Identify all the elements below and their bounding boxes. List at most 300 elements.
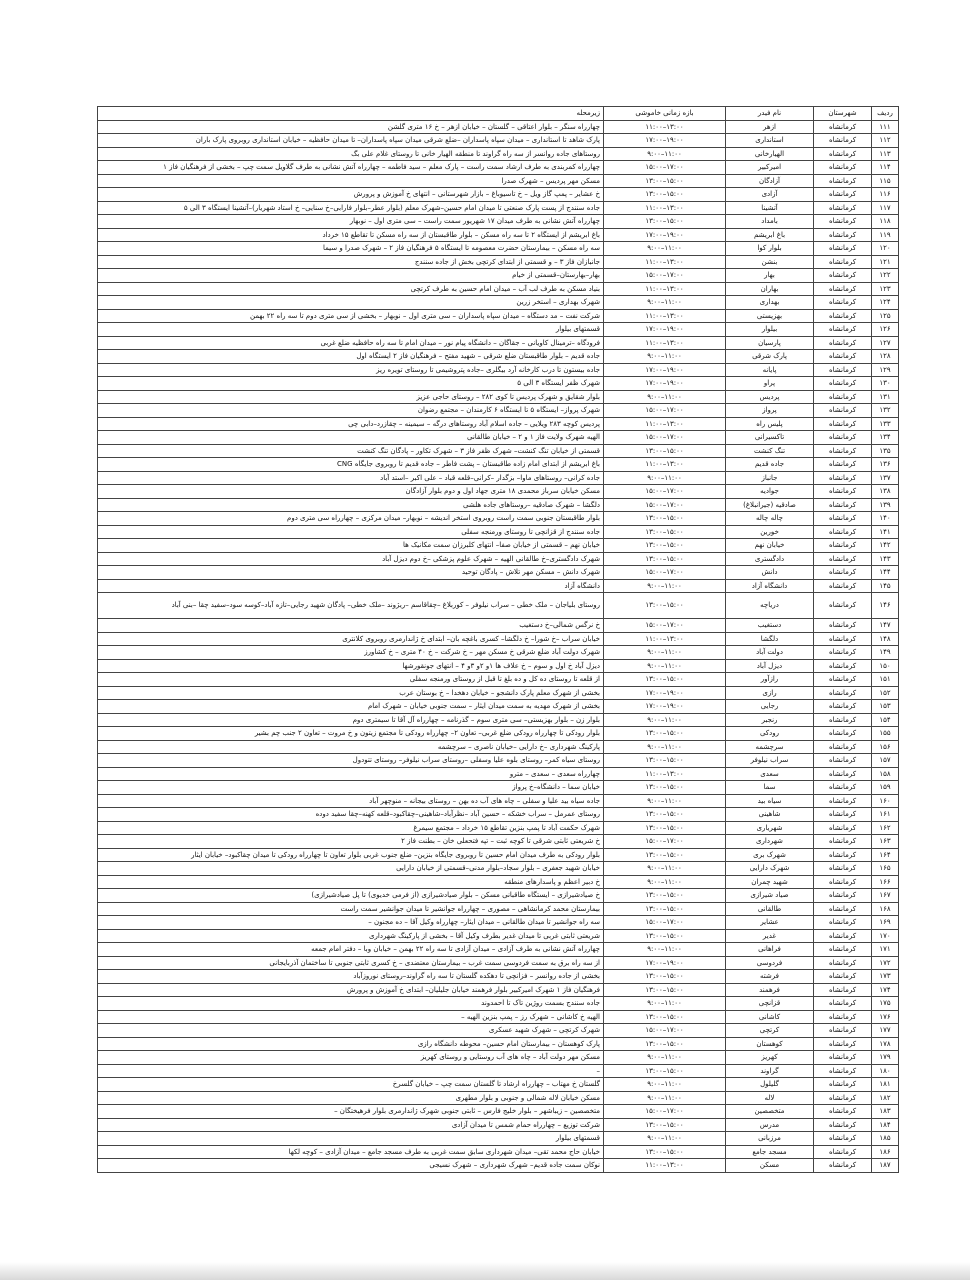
city-cell: کرمانشاه [814,417,872,431]
city-cell: کرمانشاه [814,1132,872,1146]
row-number-cell: ۱۵۱ [872,673,899,687]
outage-time-cell: ۱۳:۰۰–۱۵:۰۰ [604,808,726,822]
table-header-row [98,107,899,121]
feeder-name-cell: آزادی [726,188,814,202]
area-cell: متخصصین – زیباشهر – بلوار خلیج فارس – ثابتی جنوبی شهرک ژاندارمری بلوار فرهیختگان – [98,1105,604,1119]
row-number-cell: ۱۵۲ [872,686,899,700]
feeder-name-cell: کرتچی [726,1024,814,1038]
city-cell: کرمانشاه [814,552,872,566]
row-number-cell: ۱۱۳ [872,147,899,161]
outage-time-cell: ۱۳:۰۰–۱۵:۰۰ [604,215,726,229]
outage-time-cell: ۹:۰۰–۱۱:۰۰ [604,862,726,876]
area-cell: مسکن خیابان لاله شمالی و جنوبی و بلوار مطهری [98,1091,604,1105]
city-cell: کرمانشاه [814,161,872,175]
city-cell: کرمانشاه [814,390,872,404]
feeder-name-cell: پارسیان [726,336,814,350]
table-row [98,336,899,350]
area-cell: چهارراه کمربندی به طرف ارشاد سمت راست – پارک معلم – سید فاطمه – چهارراه آتش نشانی به طرف گلاویل سمت چپ – بخشی از فرهنگیان فاز ۱ [98,161,604,175]
table-row [98,956,899,970]
table-row [98,242,899,256]
feeder-name-cell: مسکن [726,1159,814,1173]
row-number-cell: ۱۸۳ [872,1105,899,1119]
city-cell: کرمانشاه [814,659,872,673]
row-number-cell: ۱۷۷ [872,1024,899,1038]
table-row [98,282,899,296]
city-cell: کرمانشاه [814,309,872,323]
city-cell: کرمانشاه [814,875,872,889]
area-cell: سه راه مسکن – بیمارستان حضرت معصومه تا ایستگاه ۵ فرهنگیان فاز ۲ – شهرک صدرا و سیما [98,242,604,256]
row-number-cell: ۱۳۹ [872,498,899,512]
outage-time-cell: ۹:۰۰–۱۱:۰۰ [604,1132,726,1146]
city-cell: کرمانشاه [814,956,872,970]
city-cell: کرمانشاه [814,336,872,350]
feeder-name-cell: فرهمند [726,983,814,997]
city-cell: کرمانشاه [814,1159,872,1173]
city-cell: کرمانشاه [814,377,872,391]
outage-time-cell: ۱۳:۰۰–۱۵:۰۰ [604,1010,726,1024]
feeder-name-cell: شهریاری [726,821,814,835]
feeder-name-cell: کهریز [726,1051,814,1065]
city-cell: کرمانشاه [814,444,872,458]
table-row [98,174,899,188]
outage-time-cell: ۱۳:۰۰–۱۵:۰۰ [604,970,726,984]
area-cell: باغ ابریشم از ابتدای امام زاده طاقبستان – پشت فاطر – جاده قدیم تا روبروی جایگاه CNG [98,458,604,472]
outage-time-cell: ۱۳:۰۰–۱۵:۰۰ [604,512,726,526]
outage-time-cell: ۱۵:۰۰–۱۷:۰۰ [604,619,726,633]
table-row [98,444,899,458]
city-cell: کرمانشاه [814,916,872,930]
area-cell: قسمتی از خیابان تنگ کنشت– شهرک ظفر فاز ۳ – شهرک تکاور – پادگان تنگ کنشت [98,444,604,458]
feeder-name-cell: آزادگان [726,174,814,188]
table-row [98,983,899,997]
feeder-name-cell: فردوسی [726,956,814,970]
area-cell: شهرک دادگستری–خ طالقانی الهیه – شهرک علوم پزشکی –خ دوم دیزل آباد [98,552,604,566]
city-cell: کرمانشاه [814,323,872,337]
row-number-cell: ۱۱۹ [872,228,899,242]
row-number-cell: ۱۵۰ [872,659,899,673]
feeder-name-cell: پارک شرقی [726,350,814,364]
area-cell: نوکان سمت جاده قدیم– شهرک شهرداری – شهرک نسیجی [98,1159,604,1173]
outage-time-cell: ۱۱:۰۰–۱۳:۰۰ [604,309,726,323]
feeder-name-cell: دستغیب [726,619,814,633]
row-number-cell: ۱۳۷ [872,471,899,485]
outage-time-cell: ۹:۰۰–۱۱:۰۰ [604,471,726,485]
row-number-cell: ۱۲۴ [872,296,899,310]
city-cell: کرمانشاه [814,1051,872,1065]
outage-time-cell: ۱۵:۰۰–۱۷:۰۰ [604,485,726,499]
feeder-name-cell: متخصصین [726,1105,814,1119]
outage-time-cell: ۹:۰۰–۱۱:۰۰ [604,242,726,256]
outage-time-cell: ۱۱:۰۰–۱۳:۰۰ [604,201,726,215]
row-number-cell: ۱۵۷ [872,754,899,768]
table-row [98,970,899,984]
outage-time-cell: ۱۷:۰۰–۱۹:۰۰ [604,323,726,337]
outage-time-cell: ۱۵:۰۰–۱۷:۰۰ [604,431,726,445]
outage-time-cell: ۱۷:۰۰–۱۹:۰۰ [604,700,726,714]
table-row [98,579,899,593]
outage-time-cell: ۹:۰۰–۱۱:۰۰ [604,147,726,161]
outage-time-cell: ۱۳:۰۰–۱۵:۰۰ [604,444,726,458]
table-body [98,120,899,1172]
row-number-cell: ۱۶۸ [872,902,899,916]
outage-time-cell: ۱۷:۰۰–۱۹:۰۰ [604,228,726,242]
feeder-name-cell: مدرس [726,1118,814,1132]
table-row [98,120,899,134]
feeder-name-cell: صیاد شیرازی [726,889,814,903]
row-number-cell: ۱۲۰ [872,242,899,256]
city-cell: کرمانشاه [814,188,872,202]
area-cell: شرکت نفت – مد دستگاه – میدان سپاه پاسداران – سی متری اول – نوبهار – بخشی از سی متری دوم تا سه راه ۲۲ بهمن [98,309,604,323]
outage-time-cell: ۹:۰۰–۱۱:۰۰ [604,1051,726,1065]
city-cell: کرمانشاه [814,1010,872,1024]
city-cell: کرمانشاه [814,147,872,161]
outage-time-cell: ۱۳:۰۰–۱۵:۰۰ [604,754,726,768]
outage-time-cell: ۱۵:۰۰–۱۷:۰۰ [604,1024,726,1038]
city-cell: کرمانشاه [814,201,872,215]
city-cell: کرمانشاه [814,862,872,876]
area-cell: الهیه خ کاشانی – شهرک رز – پمپ بنزین الهیه – [98,1010,604,1024]
row-number-cell: ۱۱۴ [872,161,899,175]
feeder-name-cell: دانشگاه آزاد [726,579,814,593]
table-row [98,552,899,566]
table-row [98,1159,899,1173]
area-cell: خ عشایر – پمپ گاز ویل – خ تاسیوباغ – بازار شهرستانی – انتهای خ آموزش و پرورش [98,188,604,202]
feeder-name-cell: لاله [726,1091,814,1105]
table-row [98,1118,899,1132]
row-number-cell: ۱۷۰ [872,929,899,943]
area-cell: سه راه جوانشیر تا میدان طالقانی – میدان ایثار– چهارراه وکیل آقا – ده مجنون – [98,916,604,930]
outage-time-cell: ۱۳:۰۰–۱۵:۰۰ [604,983,726,997]
outage-time-cell: ۹:۰۰–۱۱:۰۰ [604,646,726,660]
feeder-name-cell: فراهانی [726,943,814,957]
feeder-name-cell: شهید چمران [726,875,814,889]
table-row [98,404,899,418]
area-cell: جاده سنندج بسمت روژین تاک تا احمدوند [98,997,604,1011]
feeder-name-cell: تنگ کنشت [726,444,814,458]
area-cell: بهار–بهارستان–قسمتی از خیام [98,269,604,283]
city-cell: کرمانشاه [814,754,872,768]
feeder-name-cell: مسجد جامع [726,1145,814,1159]
area-cell: بنیاد مسکن به طرف لب آب – میدان امام حسین به طرف کرتچی [98,282,604,296]
outage-time-cell: ۹:۰۰–۱۱:۰۰ [604,875,726,889]
feeder-name-cell: رجایی [726,700,814,714]
feeder-name-cell: شهرداری [726,835,814,849]
table-row [98,188,899,202]
area-cell: خ نرگس شمالی–خ دستغیب [98,619,604,633]
row-number-cell: ۱۳۳ [872,417,899,431]
row-number-cell: ۱۱۱ [872,120,899,134]
outage-time-cell: ۹:۰۰–۱۱:۰۰ [604,579,726,593]
city-cell: کرمانشاه [814,1145,872,1159]
city-cell: کرمانشاه [814,943,872,957]
row-number-cell: ۱۷۵ [872,997,899,1011]
row-number-cell: ۱۶۱ [872,808,899,822]
area-cell: پردیس کوچه ۲۸۳ ویلایی – جاده اسلام آباد روستاهای درگه – سیمینه – چقازرد–دابی چی [98,417,604,431]
feeder-name-cell: جانباز [726,471,814,485]
city-cell: کرمانشاه [814,566,872,580]
city-cell: کرمانشاه [814,1118,872,1132]
feeder-name-cell: دادگستری [726,552,814,566]
feeder-name-cell: بامداد [726,215,814,229]
city-cell: کرمانشاه [814,1024,872,1038]
feeder-name-cell: پردیس [726,390,814,404]
area-cell: روستای سیاه کمر– روستای بلوه علیا وسفلی –روستای سراب نیلوفر– روستای تتودول [98,754,604,768]
area-cell: بخشی از شهرک معلم پارک دانشجو – خیابان دهخدا – خ بوستان عرب [98,686,604,700]
outage-time-cell: ۹:۰۰–۱۱:۰۰ [604,350,726,364]
row-number-cell: ۱۷۳ [872,970,899,984]
feeder-name-cell: بهزیستی [726,309,814,323]
city-cell: کرمانشاه [814,619,872,633]
outage-time-cell: ۱۱:۰۰–۱۳:۰۰ [604,632,726,646]
area-cell: پارک شاهد تا استانداری – میدان سپاه پاسداران –ضلع شرقی میدان سپاه پاسداران– تا میدان حافظیه – خیابان استانداری روبروی پارک باران [98,134,604,148]
area-cell: شهرک کرتچی – شهرک شهید عسکری [98,1024,604,1038]
table-row [98,498,899,512]
feeder-name-cell: غدیر [726,929,814,943]
row-number-cell: ۱۶۵ [872,862,899,876]
outage-time-cell: ۹:۰۰–۱۱:۰۰ [604,390,726,404]
feeder-name-cell: کوهستان [726,1037,814,1051]
area-cell: گلستان خ مهتاب – چهارراه ارشاد تا گلستان سمت چپ – خیابان گلسرخ [98,1078,604,1092]
area-cell: خیابان شهید جعفری – بلوار سجاد–بلوار مدنی–قسمتی از خیابان دارایی [98,862,604,876]
outage-time-cell: ۱۳:۰۰–۱۵:۰۰ [604,1145,726,1159]
header-area: زیرمحله [98,107,604,121]
feeder-name-cell: شهرک بری [726,848,814,862]
outage-time-cell: ۱۷:۰۰–۱۹:۰۰ [604,377,726,391]
page-bottom-shadow [0,1262,970,1280]
row-number-cell: ۱۴۶ [872,593,899,619]
outage-time-cell: ۹:۰۰–۱۱:۰۰ [604,1078,726,1092]
outage-time-cell: ۱۷:۰۰–۱۹:۰۰ [604,134,726,148]
table-row [98,1010,899,1024]
outage-time-cell: ۱۵:۰۰–۱۷:۰۰ [604,916,726,930]
area-cell: پارک کوهستان – بیمارستان امام حسین– محوطه دانشگاه رازی [98,1037,604,1051]
table-row [98,228,899,242]
outage-time-cell: ۱۵:۰۰–۱۷:۰۰ [604,404,726,418]
feeder-name-cell: دریاچه [726,593,814,619]
outage-time-cell: ۱۳:۰۰–۱۵:۰۰ [604,889,726,903]
row-number-cell: ۱۷۹ [872,1051,899,1065]
feeder-name-cell: پراو [726,377,814,391]
outage-time-cell: ۱۳:۰۰–۱۵:۰۰ [604,1064,726,1078]
city-cell: کرمانشاه [814,593,872,619]
outage-time-cell: ۱۱:۰۰–۱۳:۰۰ [604,282,726,296]
city-cell: کرمانشاه [814,889,872,903]
area-cell: باغ ابریشم از ایستگاه ۲ تا سه راه مسکن – بلوار طاقبستان از سه راه مسکن تا تقاطع ۱۵ خرداد [98,228,604,242]
row-number-cell: ۱۶۷ [872,889,899,903]
table-row [98,1105,899,1119]
city-cell: کرمانشاه [814,1064,872,1078]
feeder-name-cell: ازهر [726,120,814,134]
feeder-name-cell: مرزبانی [726,1132,814,1146]
area-cell: الهیه شهرک ولایت فاز ۱ و ۲ – خیابان طالقانی [98,431,604,445]
outage-time-cell: ۱۳:۰۰–۱۵:۰۰ [604,174,726,188]
city-cell: کرمانشاه [814,794,872,808]
area-cell: روستاهای جاده روانسر از سه راه گراوند تا منطقه الهیار خانی تا روستای غلام علی بگ [98,147,604,161]
table-row [98,848,899,862]
feeder-name-cell: خیابان نهم [726,539,814,553]
row-number-cell: ۱۵۶ [872,740,899,754]
row-number-cell: ۱۲۲ [872,269,899,283]
area-cell: خ صیادشیرازی – ایستگاه طاقبانی مسکن – بلوار صیادشیرازی (از فرمی خدیوی) تا پل صیادشیرازی) [98,889,604,903]
table-row [98,539,899,553]
area-cell: خیابان نهم – قسمتی از خیابان صفا– انتهای کلبرزان سمت مکانیک ها [98,539,604,553]
row-number-cell: ۱۲۳ [872,282,899,296]
city-cell: کرمانشاه [814,808,872,822]
feeder-name-cell: بلوار کوا [726,242,814,256]
area-cell: جاده قدیم – بلوار طاقبستان ضلع شرقی – شهید مفتح – فرهنگیان فاز ۲ ایستگاه اول [98,350,604,364]
area-cell: مسکن مهر پردیس – شهرک صدرا [98,174,604,188]
city-cell: کرمانشاه [814,700,872,714]
table-row [98,1132,899,1146]
row-number-cell: ۱۳۶ [872,458,899,472]
area-cell: بلوار رودکی به طرف میدان امام حسین تا روبروی جایگاه بنزین– ضلع جنوب غربی بلوار تعاون تا چهارراه رودکی تا میدان چقاکبود– خیابان ایثار [98,848,604,862]
feeder-name-cell: بهار [726,269,814,283]
table-row [98,377,899,391]
table-row [98,593,899,619]
outage-time-cell: ۱۱:۰۰–۱۳:۰۰ [604,417,726,431]
city-cell: کرمانشاه [814,255,872,269]
outage-time-cell: ۱۳:۰۰–۱۵:۰۰ [604,902,726,916]
city-cell: کرمانشاه [814,228,872,242]
outage-time-cell: ۱۵:۰۰–۱۷:۰۰ [604,835,726,849]
city-cell: کرمانشاه [814,835,872,849]
city-cell: کرمانشاه [814,579,872,593]
table-row [98,619,899,633]
row-number-cell: ۱۲۸ [872,350,899,364]
row-number-cell: ۱۸۶ [872,1145,899,1159]
table-row [98,673,899,687]
feeder-name-cell: رازآور [726,673,814,687]
feeder-name-cell: گلیلول [726,1078,814,1092]
row-number-cell: ۱۶۲ [872,821,899,835]
table-row [98,794,899,808]
outage-time-cell: ۹:۰۰–۱۱:۰۰ [604,659,726,673]
feeder-name-cell: کاشانی [726,1010,814,1024]
area-cell: مسکن مهر دولت آباد – چاه های آب روستایی و روستای کهریز [98,1051,604,1065]
row-number-cell: ۱۴۳ [872,552,899,566]
feeder-name-cell: رازی [726,686,814,700]
row-number-cell: ۱۴۱ [872,525,899,539]
feeder-name-cell: بنشن [726,255,814,269]
area-cell: شرکت توزیع – چهارراه حمام شمس تا میدان آزادی [98,1118,604,1132]
row-number-cell: ۱۲۶ [872,323,899,337]
city-cell: کرمانشاه [814,404,872,418]
row-number-cell: ۱۷۸ [872,1037,899,1051]
table-row [98,471,899,485]
city-cell: کرمانشاه [814,282,872,296]
row-number-cell: ۱۳۲ [872,404,899,418]
row-number-cell: ۱۸۴ [872,1118,899,1132]
city-cell: کرمانشاه [814,632,872,646]
area-cell: شهرک ظفر ایستگاه ۳ الی ۵ [98,377,604,391]
area-cell: مسکن خیابان سرباز محمدی ۱۸ متری جهاد اول و دوم بلوار آزادگان [98,485,604,499]
feeder-name-cell: گراوند [726,1064,814,1078]
feeder-name-cell: رودکی [726,727,814,741]
row-number-cell: ۱۱۷ [872,201,899,215]
outage-time-cell: ۱۱:۰۰–۱۳:۰۰ [604,255,726,269]
table-row [98,323,899,337]
feeder-name-cell: پلیس راه [726,417,814,431]
area-cell: دانشگاه آزاد [98,579,604,593]
table-row [98,1078,899,1092]
area-cell: خیابان سما – دانشگاه–خ پرواز [98,781,604,795]
outage-time-cell: ۱۳:۰۰–۱۵:۰۰ [604,673,726,687]
row-number-cell: ۱۷۲ [872,956,899,970]
outage-time-cell: ۱۱:۰۰–۱۳:۰۰ [604,120,726,134]
row-number-cell: ۱۵۸ [872,767,899,781]
row-number-cell: ۱۳۸ [872,485,899,499]
feeder-name-cell: دلگشا [726,632,814,646]
city-cell: کرمانشاه [814,485,872,499]
area-cell: شهرک دولت آباد ضلع شرقی خ مسکن مهر – خ شرکت – خ ۴۰ متری – خ کشاورز [98,646,604,660]
outage-time-cell: ۱۵:۰۰–۱۷:۰۰ [604,1105,726,1119]
row-number-cell: ۱۴۰ [872,512,899,526]
city-cell: کرمانشاه [814,471,872,485]
table-row [98,363,899,377]
table-row [98,390,899,404]
row-number-cell: ۱۴۷ [872,619,899,633]
table-row [98,1091,899,1105]
feeder-name-cell: سعدی [726,767,814,781]
table-row [98,161,899,175]
table-row [98,902,899,916]
outage-time-cell: ۱۵:۰۰–۱۷:۰۰ [604,269,726,283]
row-number-cell: ۱۲۱ [872,255,899,269]
feeder-name-cell: شاهینی [726,808,814,822]
header-city: شهرستان [814,107,872,121]
outage-time-cell: ۹:۰۰–۱۱:۰۰ [604,794,726,808]
feeder-name-cell: پرواز [726,404,814,418]
table-row [98,835,899,849]
area-cell: چهارراه آتش نشانی به طرف میدان ۱۷ شهریور سمت راست – سی متری اول – نوبهار [98,215,604,229]
outage-time-cell: ۱۵:۰۰–۱۷:۰۰ [604,498,726,512]
area-cell: شهرک بهداری – استخر زرین [98,296,604,310]
area-cell: جاده سیاه بید علیا و سفلی – چاه های آب ده بهن – روستای بیجانه – منوچهر آباد [98,794,604,808]
outage-time-cell: ۱۱:۰۰–۱۳:۰۰ [604,336,726,350]
city-cell: کرمانشاه [814,767,872,781]
city-cell: کرمانشاه [814,174,872,188]
area-cell: پارکینگ شهرداری –خ دارایی –خیابان ناصری – سرچشمه [98,740,604,754]
table-row [98,646,899,660]
table-row [98,700,899,714]
table-row [98,309,899,323]
row-number-cell: ۱۳۱ [872,390,899,404]
row-number-cell: ۱۶۴ [872,848,899,862]
outage-time-cell: ۱۳:۰۰–۱۵:۰۰ [604,848,726,862]
area-cell: خیابان سراب –خ شورا– خ دلگشا– کسری باغچه بان– ابتدای خ ژاندارمری روبروی کلانتری [98,632,604,646]
table-row [98,1024,899,1038]
area-cell: از سه راه برق به سمت فردوسی سمت غرب – بیمارستان معتضدی – خ کسری ثابتی جنوبی تا ساختمان آذربایجانی [98,956,604,970]
area-cell: جاده سنندج از قزانچی تا روستای ورمنجه سفلی [98,525,604,539]
area-cell: شهرک دانش – مسکن مهر تلاش – پادگان توحید [98,566,604,580]
feeder-name-cell: امیرکبیر [726,161,814,175]
table-row [98,417,899,431]
feeder-name-cell: سرچشمه [726,740,814,754]
outage-time-cell: ۱۳:۰۰–۱۵:۰۰ [604,1118,726,1132]
row-number-cell: ۱۵۴ [872,713,899,727]
outage-time-cell: ۹:۰۰–۱۱:۰۰ [604,296,726,310]
feeder-name-cell: بیلوار [726,323,814,337]
table-row [98,862,899,876]
outage-time-cell: ۱۳:۰۰–۱۵:۰۰ [604,727,726,741]
row-number-cell: ۱۸۵ [872,1132,899,1146]
feeder-name-cell: شهرک دارایی [726,862,814,876]
table-row [98,1037,899,1051]
feeder-name-cell: طالقانی [726,902,814,916]
outage-time-cell: ۹:۰۰–۱۱:۰۰ [604,740,726,754]
city-cell: کرمانشاه [814,363,872,377]
feeder-name-cell: قزانچی [726,997,814,1011]
